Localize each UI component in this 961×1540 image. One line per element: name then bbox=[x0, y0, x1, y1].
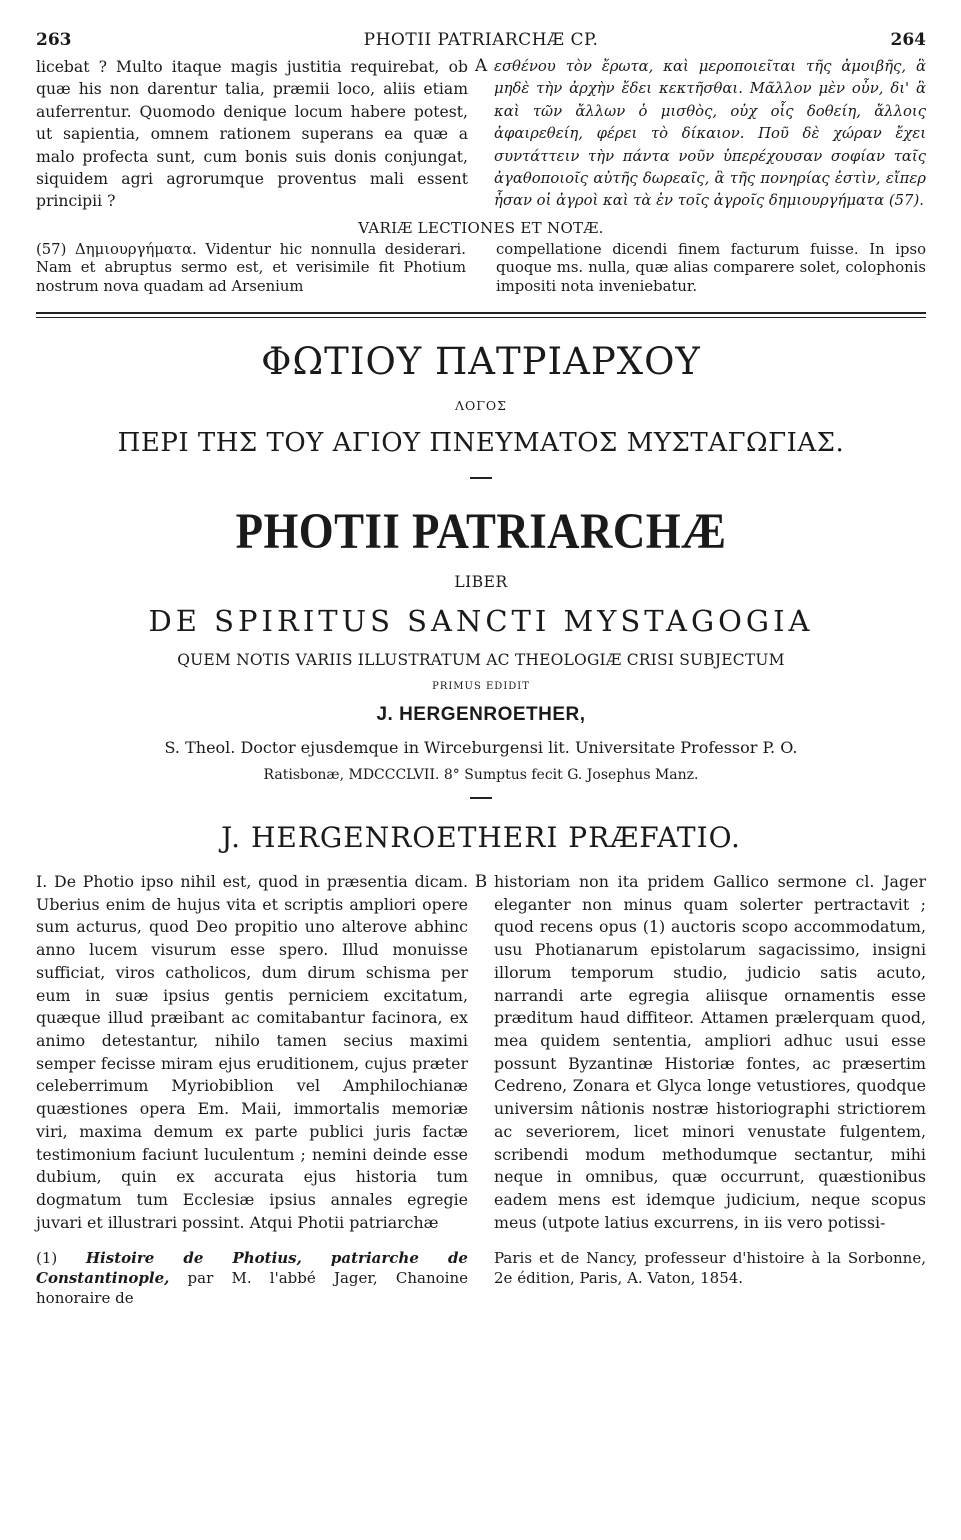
section-rule bbox=[36, 312, 926, 314]
logos-label: ΛΟΓΟΣ bbox=[454, 398, 508, 414]
column-marker-a: A bbox=[474, 56, 488, 76]
footnote-left bbox=[36, 1248, 468, 1308]
section-rule-thin bbox=[36, 317, 926, 318]
praefatio-title: J. HERGENROETHERI PRÆFATIO. bbox=[221, 821, 741, 855]
left-page-number: 263 bbox=[36, 30, 72, 50]
running-title: PHOTII PATRIARCHÆ CP. bbox=[363, 30, 599, 50]
latin-title: PHOTII PATRIARCHÆ bbox=[235, 504, 727, 561]
greek-title: ΦΩΤΙΟΥ ΠΑΤΡΙΑΡΧΟΥ bbox=[261, 340, 701, 384]
footnote-title: Histoire de Photius, patriarche de Constantinople, bbox=[36, 1249, 468, 1288]
latin-subtitle: DE SPIRITUS SANCTI MYSTAGOGIA bbox=[148, 604, 814, 639]
title-dash bbox=[470, 477, 492, 479]
editor-credentials: S. Theol. Doctor ejusdemque in Wirceburgensi lit. Universitate Professor P. O. bbox=[164, 738, 798, 758]
primus-edidit: PRIMUS EDIDIT bbox=[432, 681, 530, 693]
praefatio-right: historiam non ita pridem Gallico sermone cl. Jager eleganter non minus quam solerter pertractavit ; quod recens opus (1) auctoris scopo accommodatum, usu Photianarum epistolarum sagacissimo, insigni illorum temporum studio, judicio satis acuto, narrandi arte egregia aliisque ornamentis esse præditum haud diffiteor. Attamen prælerquam quod, mea quidem sententia, ampliori adhuc usui esse possunt Byzantinæ Historiæ fontes, ac præsertim Cedreno, Zonara et Glyca longe vetustiores, quodque universim nâtionis nostræ historiographi strictiorem ac severiorem, licet minori venustate fulgentem, scribendi modum methodumque sectantur, mihi neque in omnibus, quæ occurrunt, quæstionibus eadem mens est idemque judicium, neque scopus meus (utpote latius excurrens, in iis vero potissi- bbox=[494, 872, 926, 1232]
top-greek-column: εσθένου τὸν ἔρωτα, καὶ μεροποιεῖται τῆς ἀμοιβῆς, ἃ μηδὲ τὴν ἀρχὴν ἔδει κεκτῆσθαι. Μᾶλλον μὲν οὖν, δι' ἃ καὶ τῶν ἄλλων ὁ μισθὸς, οὐχ οἷς δοθείη, ἄλλοις ἀφαιρεθείη, φέρει τὸ δίκαιον. Ποῦ δὲ χώραν ἔχει συντάττειν τὴν πάντα νοῦν ὑπερέχουσαν σοφίαν ταῖς ἀγαθοποιοῖς αὐτῆς δωρεαῖς, ἃ τῆς πονηρίας ἐστὶν, εἴπερ ἦσαν οἱ ἀγροὶ καὶ τὰ ἐν τοῖς ἀγροῖς δημιουργήματα (57). bbox=[494, 58, 926, 210]
top-text-columns bbox=[36, 56, 926, 213]
right-page-number: 264 bbox=[890, 30, 926, 50]
note-right: compellatione dicendi finem facturum fuisse. In ipso quoque ms. nulla, quæ alias comparere solet, colophonis impositi nota inveniebatur. bbox=[496, 240, 926, 295]
footnote-marker: (1) bbox=[36, 1249, 58, 1268]
running-head bbox=[36, 30, 926, 56]
imprint-dash bbox=[470, 797, 492, 799]
top-latin-column: licebat ? Multo itaque magis justitia requirebat, ob quæ his non darentur talia, præmii loco, aliis etiam auferrentur. Quomodo denique locum habere potest, ut sapientia, omnem rationem superans ea quæ a malo profecta sunt, cum bonis suis donis conjungat, siquidem agri agrorumque proventus mali essent principii ? bbox=[36, 58, 468, 211]
column-marker-b: B bbox=[474, 872, 488, 893]
subtitle-description: QUEM NOTIS VARIIS ILLUSTRATUM AC THEOLOGIÆ CRISI SUBJECTUM bbox=[177, 651, 785, 670]
document-page bbox=[36, 30, 926, 1308]
greek-subtitle: ΠΕΡΙ ΤΗΣ ΤΟΥ ΑΓΙΟΥ ΠΝΕΥΜΑΤΟΣ ΜΥΣΤΑΓΩΓΙΑΣ. bbox=[117, 428, 845, 459]
notes-heading: VARIÆ LECTIONES ET NOTÆ. bbox=[358, 218, 604, 237]
notes-columns bbox=[36, 241, 926, 296]
footnote-left-rest: par M. l'abbé Jager, Chanoine honoraire de bbox=[36, 1269, 468, 1308]
note-left: (57) Δημιουργήματα. Videntur hic nonnulla desiderari. Nam et abruptus sermo est, et verisimile fit Photium nostrum nova quadam ad Arsenium bbox=[36, 240, 466, 295]
praefatio-left: I. De Photio ipso nihil est, quod in præsentia dicam. Uberius enim de hujus vita et scriptis ampliori opere sum acturus, quod Deo propitio uno alterove abhinc anno lucem visurum esse spero. Illud monuisse sufficiat, viros catholicos, dum dirum schisma per eum in suæ ipsius gentis perniciem excitatum, quæque illud præibant ac comitabantur facinora, ex animo detestantur, nihilo tamen secius maximi semper fecisse miram ejus eruditionem, cujus præter celeberrimum Myriobiblion vel Amphilochianæ quæstiones opera Em. Maii, immortalis memoriæ viri, maxima demum ex parte publici juris factæ testimonium faciunt luculentum ; nemini deinde esse dubium, quin ex accurata ejus historia tum dogmatum tum Ecclesiæ ipsius annales egregie juvari et illustrari possint. Atqui Photii patriarchæ bbox=[36, 872, 468, 1232]
footnote-columns bbox=[36, 1248, 926, 1308]
liber-label: LIBER bbox=[454, 573, 508, 592]
praefatio-columns bbox=[36, 871, 926, 1234]
footnote-right: Paris et de Nancy, professeur d'histoire à la Sorbonne, 2e édition, Paris, A. Vaton, 1854. bbox=[494, 1249, 926, 1288]
imprint-line: Ratisbonæ, MDCCCLVII. 8° Sumptus fecit G. Josephus Manz. bbox=[263, 767, 699, 784]
editor-name: J. HERGENROETHER, bbox=[376, 704, 586, 726]
